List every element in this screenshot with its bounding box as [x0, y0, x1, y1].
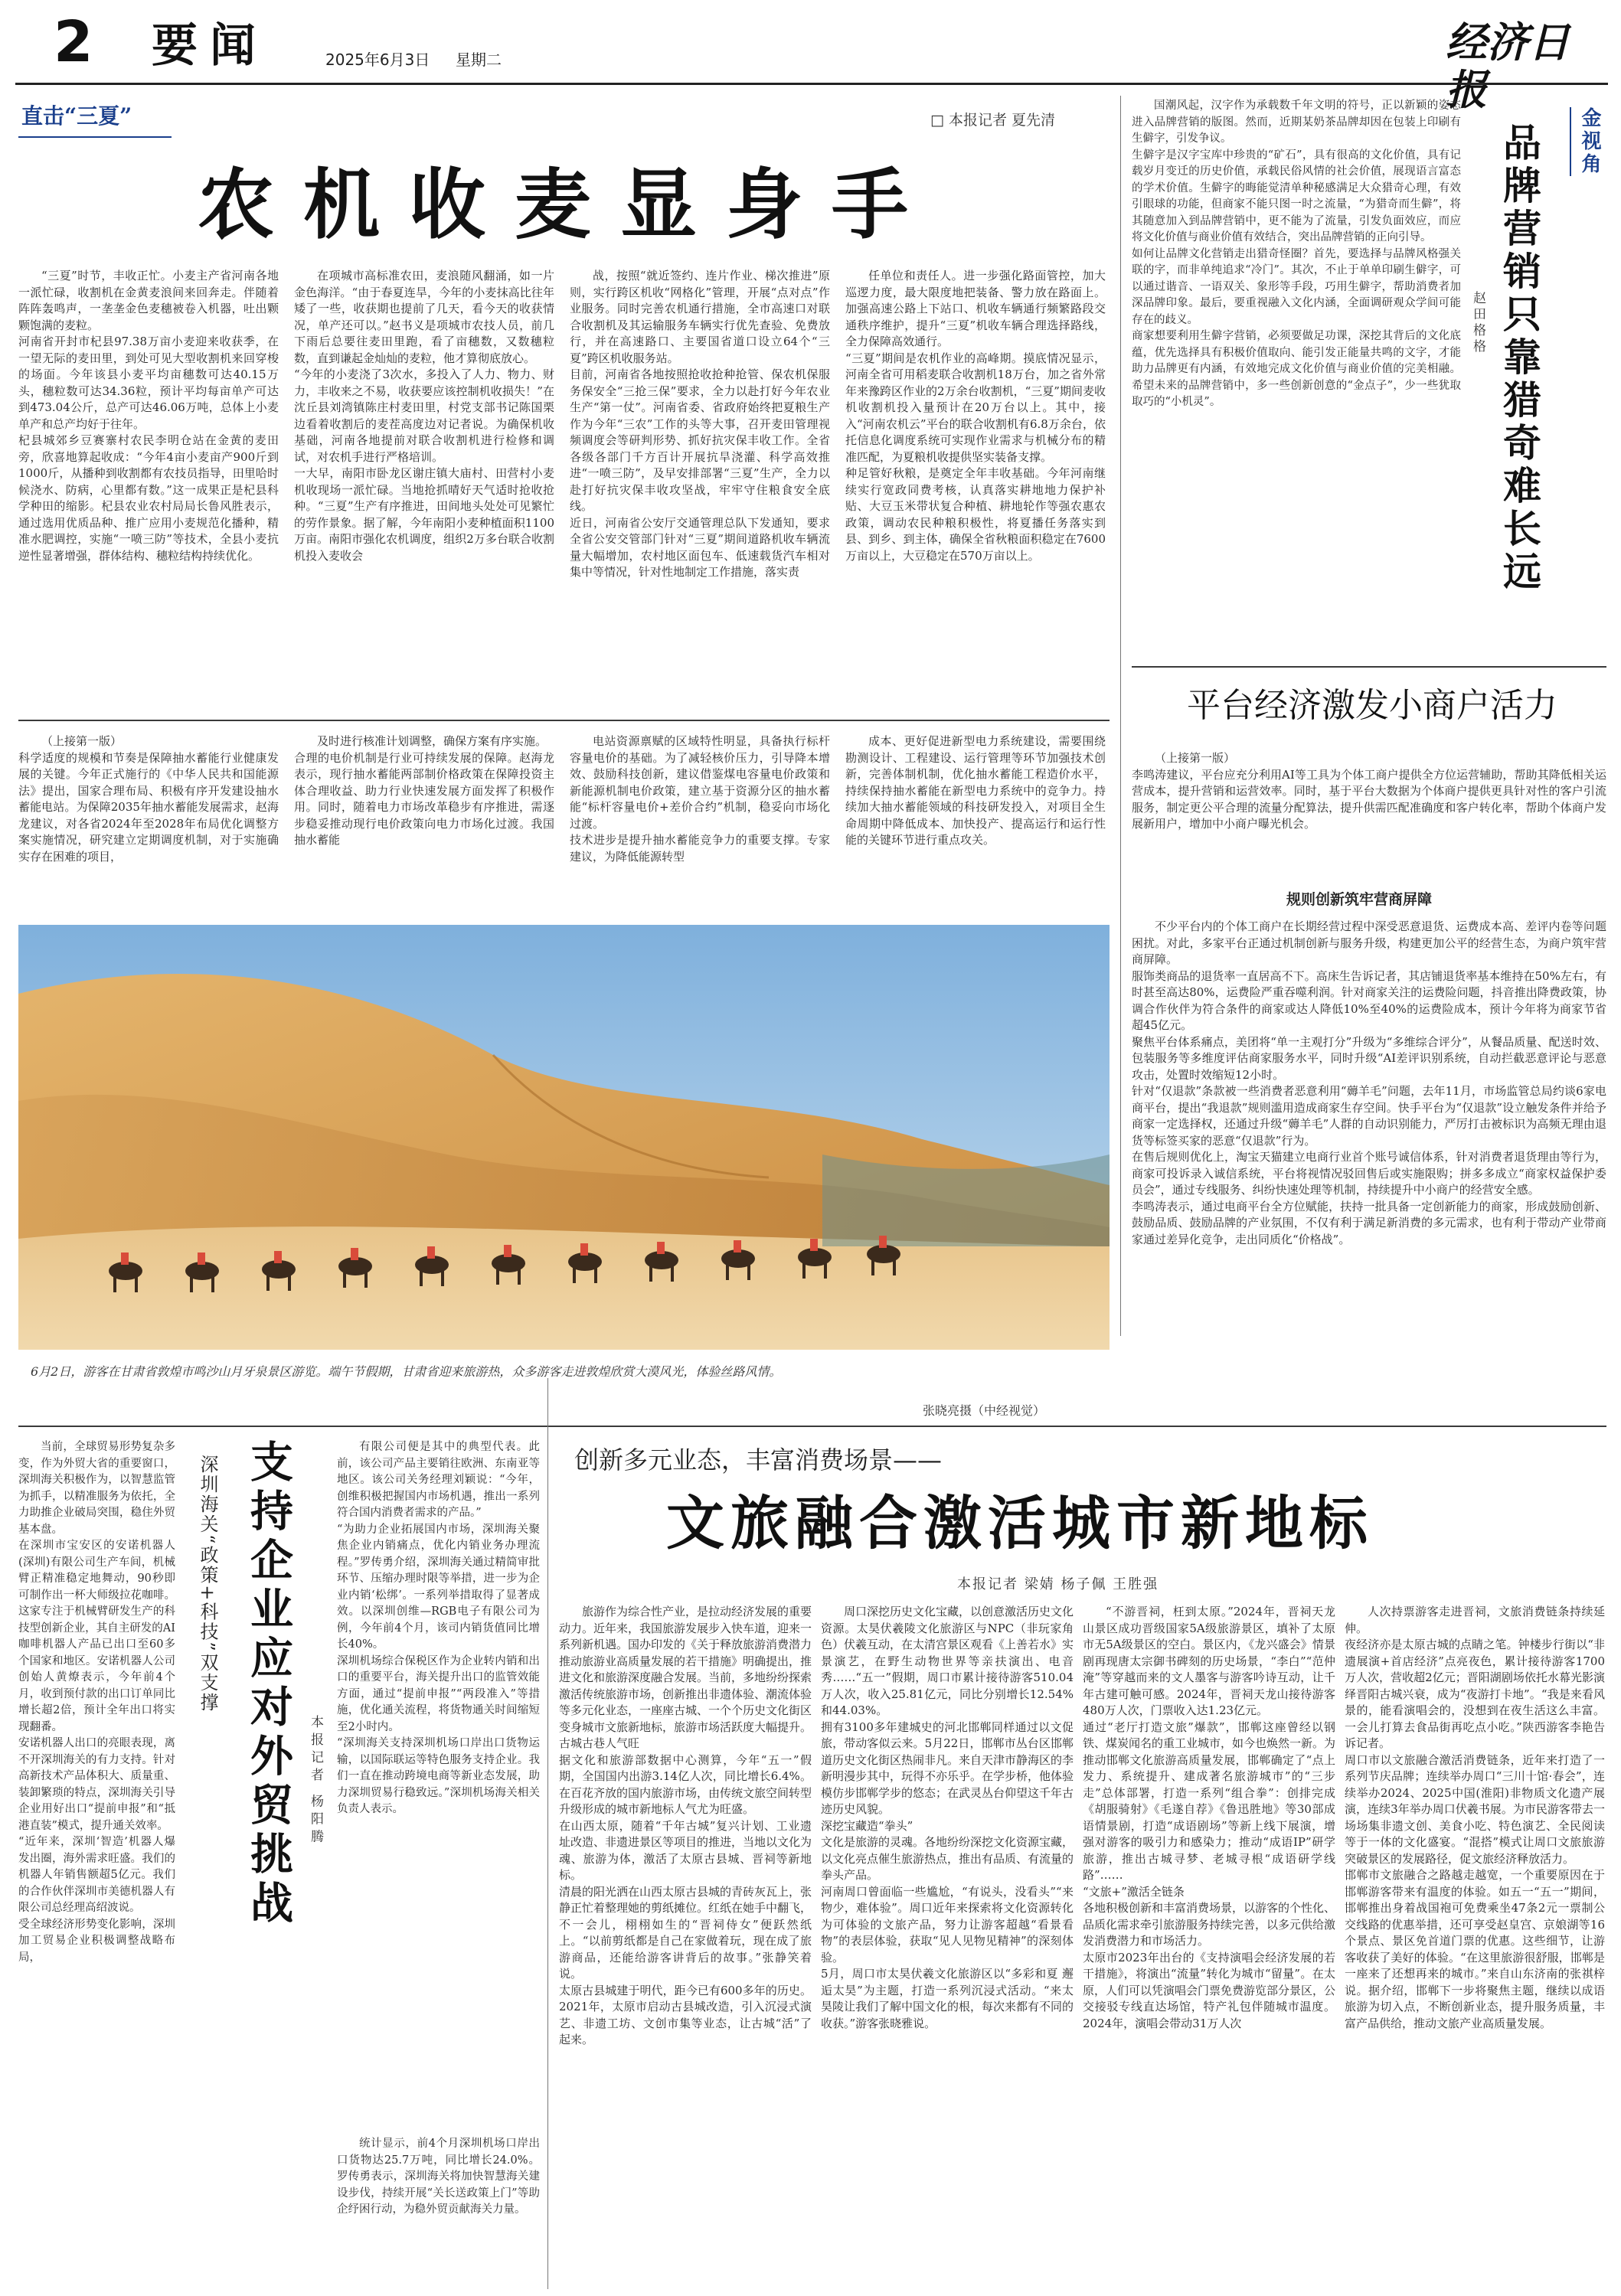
article1-column — [294, 268, 554, 590]
masthead-logo: 经济日报 — [1446, 18, 1570, 114]
header-rule — [15, 83, 1608, 85]
article1-kicker: 直击“三夏” — [21, 103, 132, 129]
photo-desert-camels — [18, 925, 1110, 1350]
platform-body — [1132, 919, 1606, 1344]
article1-column — [18, 268, 279, 590]
trade-column-text: 有限公司便是其中的典型代表。此前，该公司产品主要销往欧洲、东南亚等地区。该公司关务经理刘颖说：“今年，创维积极把握国内市场机遇，推出一系列符合国内消费者需求的产品。” “为助力企业拓展国内市场，深圳海关聚焦企业内销痛点，优化内销业务办理流程。”罗传勇介绍，深圳海关通过精简审批环节、压缩办理时限等举措，进一步为企业内销‘松绑’。一系列举措取得了显著成效。以深圳创维—RGB电子有限公司为例，今年前4个月，该司内销货值同比增长40%。 深圳机场综合保税区作为企业转内销和出口的重要平台，海关提升出口的监管效能方面，通过“提前申报”“两段准入”等措施，优化通关流程，将货物通关时间缩短至2小时内。 “深圳海关支持深圳机场口岸出口货物运输，以国际联运等特色服务支持企业。我们一直在推动跨境电商等新业态发展，助力深圳贸易行稳致远。”深圳机场海关相关负责人表示。 — [337, 1441, 540, 1815]
article1-column-text: “三夏”时节，丰收正忙。小麦主产省河南各地一派忙碌，收割机在金黄麦浪间来回奔走。伴随着阵阵轰鸣声，一垄垄金色麦穗被卷入机器，吐出颗颗饱满的麦粒。 河南省开封市杞县97.38万亩小麦迎来收获季，在一望无际的麦田里，到处可见大型收割机来回穿梭的场面。今年该县小麦平均亩穗数可达40.15万头，穗粒数可达34.36粒，预计平均每亩单产可达到473.04公斤，总产可达46.06万吨，总体上小麦单产和总产均好于往年。 杞县城郊乡豆赛寨村农民李明仓站在金黄的麦田旁，欣喜地算起收成：“今年4亩小麦亩产900斤到1000斤，从播种到收割都有农技员指导，田里哈时候浇水、防病，心里都有数。”这一成果正是杞县科学种田的缩影。杞县农业农村局局长鲁风胜表示，通过选用优质品种、推广应用小麦规范化播种，精准水肥调控，实施“一喷三防”等技术，全县小麦抗逆性显著增强，群体结构、穗粒结构持续优化。 — [18, 269, 279, 563]
commentary-headline: 品牌营销只靠猎奇难长远 — [1497, 122, 1541, 594]
page-weekday: 星期二 — [456, 51, 502, 69]
article1-column-text: 在项城市高标准农田，麦浪随风翻涌，如一片金色海洋。“由于春夏连旱，今年的小麦抹高比往年矮了一些，收获期也提前了几天，看今天的收获情况，单产还可以。”赵书义是项城市农技人员，前几下雨后总要往麦田里跑，看了亩穗数，又数穗粒数，直到谦起金灿灿的麦粒，他才算彻底放心。 “今年的小麦浇了3次水，多投入了人力、物力、财力，丰收来之不易，收获要应该控制机收损失！”在沈丘县刘湾镇陈庄村麦田里，村党支部书记陈国栗边看着收割后的麦茬高度边对记者说。为确保机收基础，河南各地提前对联合收割机进行检修和调试，对农机手进行严格培训。 一大早，南阳市卧龙区谢庄镇大庙村、田营村小麦机收现场一派忙碌。当地抢抓晴好天气适时抢收抢种。“三夏”生产有序推进，田间地头处处可见繁忙的劳作景象。据了解，今年南阳小麦种植面积1100万亩。南阳市强化农机调度，组织2万多台联合收割机投入麦收会 — [294, 269, 554, 563]
platform-intro-text: （上接第一版） 李鸣涛建议，平台应充分利用AI等工具为个体工商户提供全方位运营辅助，帮助其降低相关运营成本，提升营销和运营效率。同时，基于平台大数据为个体商户提供更具针对性的客户引流服务，制定更公平合理的流量分配算法，提升供需匹配准确度和客户转化率，帮助个体商户发展新用户，增加中小商户曝光机会。 — [1132, 751, 1606, 831]
platform-intro — [1132, 750, 1606, 888]
article1-byline: □ 本报记者 夏先清 — [930, 112, 1056, 129]
culture-kicker: 创新多元业态，丰富消费场景—— — [574, 1445, 943, 1475]
article1-column-text: 战，按照“就近签约、连片作业、梯次推进”原则，实行跨区机收“网格化”管理，开展“点对点”作业服务。同时完善农机通行措施，全市高速口对联合收割机及其运输服务车辆实行优先查验、免费放行，并在高速路口、主要国省道口设立64个“三夏”跨区机收服务站。 目前，河南省各地按照抢收抢种抢管、保农机保服务保安全“三抢三保”要求，全力以赴打好今年农业生产“第一仗”。河南省委、省政府始终把夏粮生产作为今年“三农”工作的头等大事，召开麦田管理视频调度会等研判形势、抓好抗灾保丰收工作。全省各级各部门千方百计开展抗旱浇灌、科学高效推进“一喷三防”，及早安排部署“三夏”生产，全力以赴打好抗灾保丰收攻坚战，牢牢守住粮食安全底线。 近日，河南省公安厅交通管理总队下发通知，要求全省公安交管部门针对“三夏”期间道路机收车辆流量大幅增加，农村地区面包车、低速载货汽车相对集中等情况，针对性地制定工作措施，落实责 — [570, 269, 830, 579]
commentary-text: 国潮风起，汉字作为承载数千年文明的符号，正以新颖的姿态进入品牌营销的版图。然而，近期某奶茶品牌却因在包装上印刷有生僻字，引发争议。 生僻字是汉字宝库中珍贵的“矿石”，具有很高的文化价值，具有记载岁月变迁的历史价值，承载民俗风情的社会价值，展现语言富态的学术价值。生僻字的晦能觉清单种秘感满足大众猎奇心理，有效引眼球的功能，但商家不能只图一时之流量，“为猎奇而生僻”，将其随意加入到品牌营销中，更不能为了流量，引发负面效应，而应将文化价值与商业价值有效结合，突出品牌营销的正向引导。 如何让品牌文化营销走出猎奇怪圈？首先，要选择与品牌风格强关联的字，而非单纯追求“冷门”。其次，不止于单单印刷生僻字，可以通过谐音、一语双关、象形等手段，巧用生僻字，帮助消费者加深品牌印象。最后，要重视融入文化内涵，全面调研观众学间可能存在的歧义。 商家想要利用生僻字营销，必须要做足功课，深挖其背后的文化底蕴，优先选择具有积极价值取向、能引发正能量共鸣的文字，才能助力品牌更有内涵，有效地完成文化价值与商业价值的完美相融。希望未来的品牌营销中，多一些创新创意的“金点子”，少一些犹取取巧的“小机灵”。 — [1132, 100, 1461, 408]
article1-column — [570, 268, 830, 590]
trade-column — [337, 2136, 540, 2289]
commentary-bottom-rule — [1132, 666, 1606, 668]
page-header — [15, 5, 1608, 114]
continuation-column-text: 电站资源禀赋的区域特性明显，具备执行标杆容量电价的基础。为了减轻核价压力，引导降本增效、鼓励科技创新，建议借鉴煤电容量电价政策和新能源机制电价政策，建立基于资源分区的抽水蓄能“标杆容量电价+差价合约”机制，稳妥向市场化过渡。 技术进步是提升抽水蓄能竞争力的重要支撑。专家建议，为降低能源转型 — [570, 734, 830, 864]
right-column-divider — [1120, 96, 1121, 1336]
platform-subheading: 规则创新筑牢营商屏障 — [1286, 891, 1433, 908]
trade-kicker: 深圳海关“政策+科技”双支撑 — [197, 1455, 218, 1713]
continuation-column — [18, 733, 279, 913]
culture-column-text: “不游晋祠，枉到太原。”2024年，晋祠天龙山景区成功晋级国家5A级旅游景区，填补了太原市无5A级景区的空白。景区内，《龙兴盛会》情景剧再现唐太宗御书碑刻的历史场景，“李白”“范仲淹”等穿越而来的文人墨客与游客吟诗互动，让千年古建可触可感。2024年，晋祠天龙山接待游客480万人次，门票收入达1.23亿元。 通过“老厅打造文旅”爆款”，邯郸这座曾经以钢铁、煤炭闻名的重工业城市，如今也焕然一新。为推动邯郸文化旅游高质量发展，邯郸确定了“点上发力、系统提升、建成著名旅游城市”的“三步走”总体部署，打造一系列“组合拳”：创排完成《胡服骑射》《毛遂自荐》《鲁迅胜地》等30部成语情景剧，打造“成语剧场”等新上线下展演，增强对游客的吸引力和感染力；推动“成语IP”研学旅游，推出古城寻梦、老城寻根“成语研学线路”…… “文旅+”激活全链条 各地积极创新和丰富消费场景，以游客的个性化、品质化需求牵引旅游服务持续完善，以多元供给激发消费潜力和市场活力。 太原市2023年出台的《支持演唱会经济发展的若干措施》，将演出“流量”转化为城市“留量”。在太原，人们可以凭演唱会门票免费游览部分景区，公交接驳专线直达场馆，特产礼包伴随城市温度。2024年，演唱会带动31万人次 — [1083, 1605, 1335, 2030]
culture-column-text: 人次持票游客走进晋祠，文旅消费链条持续延伸。 夜经济亦是太原古城的点睛之笔。钟楼步行街以“非遗展演+首店经济”点亮夜色，累计接待游客1700万人次，营收超2亿元；晋阳湖剧场依托水幕光影演绎晋阳古城兴衰，成为“夜游打卡地”。“我是来看风景的，能看演唱会的，没想到在夜生活这么丰富。一会儿打算去食品街再吃点小吃。”陕西游客李艳告诉记者。 周口市以文旅融合激活消费链条，近年来打造了一系列节庆品牌；连续举办周口“三川十馆·春会”，连续举办2024、2025中国(淮阳)非物质文化遗产展演，连续3年举办周口伏羲书展。为市民游客带去一场场集非遗文创、美食小吃、特色演艺、全民阅读等于一体的文化盛宴。“混搭”模式让周口文旅旅游突破景区的发展路径，促文旅经济释放活力。 邯郸市文旅融合之路越走越宽，一个重要原因在于邯郸游客带来有温度的体验。如五一“五一”期间，邯郸推出身着战国袍可免费乘坐47条2元一票制公交线路的优惠举措，还可享受赵皇宫、京娘湖等16个景点、景区免首道门票的优惠。这些细节，让游客收获了美好的体验。“在这里旅游很舒服，邯郸是一座来了还想再来的城市。”来自山东济南的张祺梓说。据介绍，邯郸下一步将聚焦主题，继续以成语旅游为切入点，不断创新业态，提升服务质量，丰富产品供给，推动文旅产业高质量发展。 — [1345, 1605, 1605, 2030]
trade-byline: 本报记者 杨阳腾 — [308, 1715, 323, 1847]
section-name: 要闻 — [152, 19, 268, 73]
trade-column-text: 统计显示，前4个月深圳机场口岸出口货物达25.7万吨，同比增长24.0%。罗传勇表示，深圳海关将加快智慧海关建设步伐，持续开展“关长送政策上门”等助企纾困行动，为稳外贸贡献海关力量。 — [337, 2138, 540, 2216]
culture-column — [821, 1604, 1074, 2289]
page-number: 2 — [54, 9, 93, 75]
continuation-column — [845, 733, 1106, 913]
photo-caption: 6月2日，游客在甘肃省敦煌市鸣沙山月牙泉景区游览。端午节假期，甘肃省迎来旅游热，众多游客走进敦煌欣赏大漠风光，体验丝路风情。 — [31, 1364, 782, 1379]
continuation-column — [294, 733, 554, 913]
trade-column — [18, 1439, 175, 2281]
continuation-column — [570, 733, 830, 913]
article1-bottom-rule — [18, 720, 1110, 721]
continuation-column-text: （上接第一版） 科学适度的规模和节奏是保障抽水蓄能行业健康发展的关键。今年正式施行的《中华人民共和国能源法》提出，国家合理布局、积极有序开发建设抽水蓄能电站。为保障2035年抽水蓄能发展需求，赵海龙建议，对各省2024年至2028年布局优化调整方案实施情况，研究建立定期调度机制，对于实施确实存在困难的项目， — [18, 734, 279, 864]
photo-credit: 张晓亮摄（中经视觉） — [923, 1403, 1046, 1418]
article1-headline: 农机收麦显身手 — [198, 160, 937, 250]
continuation-column-text: 及时进行核准计划调整，确保方案有序实施。 合理的电价机制是行业可持续发展的保障。赵海龙表示，现行抽水蓄能两部制价格政策在保障投资主体合理收益、助力行业快速发展方面发挥了积极作用。同时，随着电力市场改革稳步有序推进，需逐步稳妥推动现行电价政策向电力市场化过渡。我国抽水蓄能 — [294, 734, 554, 847]
commentary-author: 赵田格格 — [1470, 291, 1485, 355]
platform-body-text: 不少平台内的个体工商户在长期经营过程中深受恶意退货、运费成本高、差评内卷等问题困扰。对此，多家平台正通过机制创新与服务升级，构建更加公平的经营生态，为商户筑牢营商屏障。 服饰类商品的退货率一直居高不下。高床生告诉记者，其店铺退货率基本维持在50%左右，有时甚至高达80%，运费险严重吞噬利润。针对商家关注的运费险问题，抖音推出降费政策，协调合作伙伴为符合条件的商家或达人降低10%至40%的运费险成本，预计今年将为商家节省超45亿元。 聚焦平台体系痛点，美团将“单一主观打分”升级为“多维综合评分”，从餐品质量、配送时效、包装服务等多维度评估商家服务水平，同时升级“AI差评识别系统，自动拦截恶意评论与恶意攻击，处置时效缩短12小时。 针对“仅退款”条款被一些消费者恶意利用“薅羊毛”问题，去年11月，市场监管总局约谈6家电商平台，提出“我退款”规则滥用造成商家生存空间。快手平台为“仅退款”设立触发条件并给予商家一定选择权，还通过升级“薅羊毛”人群的自动识别能力，严厉打击被标识为高频无理由退货等标签买家的恶意“仅退款”行为。 在售后规则优化上，淘宝天猫建立电商行业首个账号诚信体系，针对消费者退货理由等行为，商家可投诉录入诚信系统，平台将视情况驳回售后或实施限购；拼多多成立“商家权益保护委员会”，通过专线服务、纠纷快速处理等机制，持续提升中小商户的经营安全感。 李鸣涛表示，通过电商平台全方位赋能，扶持一批具备一定创新能力的商家，形成鼓励创新、鼓励品质、鼓励品牌的产业氛围，不仅有利于满足新消费的多元需求，也有利于带动产业带商家通过差异化竞争，走出同质化“价格战”。 — [1132, 919, 1606, 1246]
platform-headline: 平台经济激发小商户活力 — [1187, 686, 1557, 725]
culture-column — [1083, 1604, 1335, 2289]
trade-column-text: 当前，全球贸易形势复杂多变，作为外贸大省的重要窗口，深圳海关积极作为，以智慧监管为抓手，以精准服务为依托，全力助推企业破局突围，稳住外贸基本盘。 在深圳市宝安区的安诺机器人(深圳)有限公司生产车间，机械臂正精准稳定地舞动，90秒即可制作出一杯大师级拉花咖啡。这家专注于机械臂研发生产的科技型创新企业，其自主研发的AI咖啡机器人产品已出口至60多个国家和地区。安诺机器人公司创始人黄燎表示，今年前4个月，收到预付款的出口订单同比增长超2倍，预计全年出口将实现翻番。 安诺机器人出口的亮眼表现，离不开深圳海关的有力支持。针对高新技术产品体积大、质量重、装卸繁琐的特点，深圳海关引导企业用好出口“提前申报”和“抵港直装”模式，提升通关效率。 “近年来，深圳‘智造’机器人爆发出圈，海外需求旺盛。我们的机器人年销售额超5亿元。我们的合作伙伴深圳市美德机器人有限公司总经理高绍波说。 受全球经济形势变化影响，深圳加工贸易企业积极调整战略布局， — [18, 1441, 175, 1964]
article1-column — [845, 268, 1106, 590]
photo-illustration — [18, 925, 1110, 1350]
trade-column — [337, 1439, 540, 2128]
continuation-column-text: 成本、更好促进新型电力系统建设，需要围绕勘测设计、工程建设、运行管理等环节加强技术创新，完善体制机制，优化抽水蓄能工程造价水平，持续保持抽水蓄能在新型电力系统中的竞争力。持续加大抽水蓄能领域的科技研发投入，对项目全生命周期中降低成本、加快投产、提高运行和运行性能的关键环节进行重点攻关。 — [845, 734, 1106, 847]
article1-column-text: 任单位和责任人。进一步强化路面管控，加大巡逻力度，最大限度地把装备、警力放在路面上。加强高速公路上下站口、机收车辆通行频繁路段交通秩序维护，提升“三夏”机收车辆合理选择路线，全力保障高效通行。 “三夏”期间是农机作业的高峰期。摸底情况显示，河南全省可用稻麦联合收割机18万台，加之省外常年来豫跨区作业的2万余台收割机，“三夏”期间麦收机收割机投入量预计在20万台以上。其中，接入“河南农机云”平台的联合收割机有6.8万余台，依托信息化调度系统可实现作业需求与机械分布的精准匹配，为夏粮机收提供坚实装备支撑。 种足管好秋粮，是奠定全年丰收基础。今年河南继续实行宽政同费考核，认真落实耕地地力保护补贴、大豆玉米带状复合种植、耕地轮作等强农惠农政策，调动农民种粮积极性，将夏播任务落实到县、到乡、到主体，确保全省秋粮面积稳定在7600万亩以上，大豆稳定在570万亩以上。 — [845, 269, 1106, 563]
culture-byline: 本报记者 梁婧 杨子佩 王胜强 — [957, 1576, 1159, 1592]
commentary-body — [1132, 98, 1461, 592]
page-date: 2025年6月3日 — [325, 51, 430, 69]
lower-divider — [547, 1378, 548, 2289]
commentary-label: 金视角 — [1570, 107, 1604, 176]
trade-headline: 支持企业应对外贸挑战 — [243, 1439, 293, 1929]
culture-column-text: 周口深挖历史文化宝藏，以创意激活历史文化资源。太昊伏羲陵文化旅游区与NPC（非玩家角色）伏羲互动，在太清宫景区观看《上善若水》实景演艺，在野生动物世界等亲扶演出、电音秀……“五一”假期，周口市累计接待游客510.04万人次，收入25.81亿元，同比分别增长12.54%和44.03%。 拥有3100多年建城史的河北邯郸同样通过以文促旅，带动客似云来。5月22日，邯郸市丛台区邯郸道历史文化街区热闹非凡。来自天津市静海区的李新明漫步其中，玩得不亦乐乎。在学步桥，他体验模仿步邯郸学步的悠态；在武灵丛台仰望这千年古迹历史风貌。 深挖宝藏造“拳头” 文化是旅游的灵魂。各地纷纷深挖文化资源宝藏，以文化亮点催生旅游热点，推出有品质、有流量的拳头产品。 河南周口曾面临一些尴尬，“有说头，没看头”“来物少，难体验”。周口近年来探索将文化资源转化为可体验的文旅产品，努力让游客超越“看景看物”的表层体验，获取“见人见物见精神”的深刻体验。 5月，周口市太昊伏羲文化旅游区以“多彩和夏 邂逅太昊”为主题，打造一系列沉浸式活动。“来太昊陵让我们了解中国文化的根，每次来都有不同的收获。”游客张晓雅说。 — [821, 1605, 1074, 2030]
lower-section-rule — [18, 1426, 1606, 1427]
culture-column — [559, 1604, 812, 2289]
culture-headline: 文旅融合激活城市新地标 — [666, 1489, 1374, 1557]
culture-column — [1345, 1604, 1605, 2289]
article1-kicker-rule — [18, 136, 172, 138]
culture-column-text: 旅游作为综合性产业，是拉动经济发展的重要动力。近年来，我国旅游发展步入快车道，迎来一系列新机遇。国办印发的《关于释放旅游消费潜力推动旅游业高质量发展的若干措施》明确提出，推进文化和旅游深度融合发展。当前，多地纷纷探索激活传统旅游市场，创新推出非遗体验、潮流体验等多元化业态，一座座古城、一个个历史文化街区变身城市文旅新地标，旅游市场活跃度大幅提升。 古城古巷人气旺 据文化和旅游部数据中心测算，今年“五一”假期，全国国内出游3.14亿人次，同比增长6.4%。在百花齐放的国内旅游市场，由传统文旅空间转型升级形成的城市新地标人气尤为旺盛。 在山西太原，随着“千年古城”复兴计划、工业遗址改造、非遗进景区等项目的推进，当地以文化为魂、旅游为体，激活了太原古县城、晋祠等新地标。 清晨的阳光洒在山西太原古县城的青砖灰瓦上，张静正忙着整理她的剪纸摊位。红纸在她手中翻飞，不一会儿，栩栩如生的“晋祠侍女”便跃然纸上。“以前剪纸都是自己在家做着玩，现在成了旅游商品，还能给游客讲背后的故事。”张静笑着说。 太原古县城建于明代，距今已有600多年的历史。2021年，太原市启动古县城改造，引入沉浸式演艺、非遗工坊、文创市集等业态，让古城“活”了起来。 — [559, 1605, 812, 2046]
